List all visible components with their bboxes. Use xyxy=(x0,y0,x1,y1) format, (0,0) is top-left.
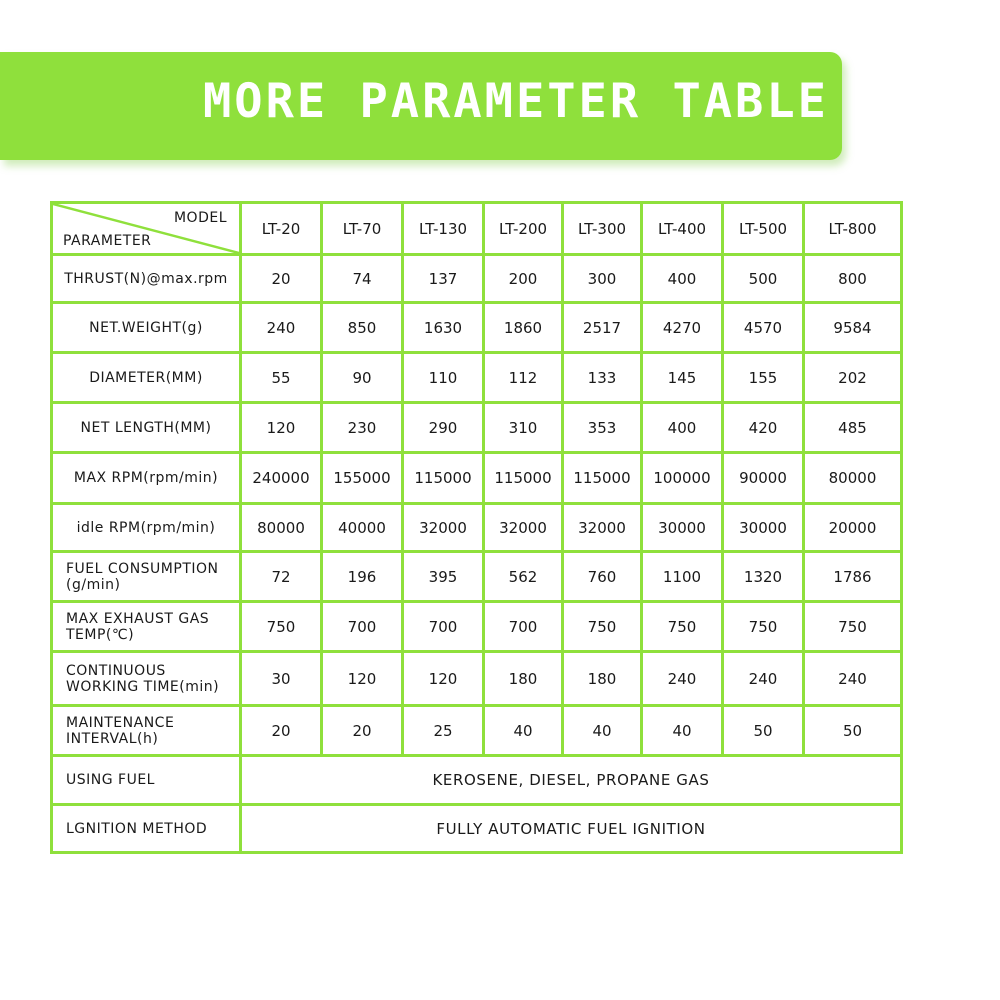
row-label-line: WORKING TIME(min) xyxy=(66,678,220,695)
value-cell: 1860 xyxy=(484,303,563,353)
value-cell: 120 xyxy=(241,403,322,453)
value-cell: 180 xyxy=(484,652,563,706)
value-cell: 32000 xyxy=(484,504,563,552)
value-cell: 112 xyxy=(484,353,563,403)
value-cell: 9584 xyxy=(804,303,902,353)
row-label-line: MAINTENANCE xyxy=(66,714,175,731)
row-label-cell: LGNITION METHOD xyxy=(52,805,241,853)
table-row xyxy=(52,602,902,652)
value-cell: 55 xyxy=(241,353,322,403)
value-cell: 200 xyxy=(484,255,563,303)
value-cell: 750 xyxy=(723,602,804,652)
value-cell: 20000 xyxy=(804,504,902,552)
value-cell: 196 xyxy=(322,552,403,602)
value-cell: 72 xyxy=(241,552,322,602)
row-label-cell xyxy=(52,706,241,756)
table-row xyxy=(52,706,902,756)
model-header-cell: LT-400 xyxy=(642,203,723,255)
value-cell: 800 xyxy=(804,255,902,303)
model-header-cell: LT-800 xyxy=(804,203,902,255)
value-cell: 20 xyxy=(322,706,403,756)
value-cell: 115000 xyxy=(403,453,484,504)
value-cell: 100000 xyxy=(642,453,723,504)
table-row xyxy=(52,552,902,602)
value-cell: 4570 xyxy=(723,303,804,353)
row-label-cell: idle RPM(rpm/min) xyxy=(52,504,241,552)
value-cell: 240 xyxy=(723,652,804,706)
table-row xyxy=(52,652,902,706)
value-cell: 240000 xyxy=(241,453,322,504)
row-label-cell: NET.WEIGHT(g) xyxy=(52,303,241,353)
model-header-cell: LT-300 xyxy=(563,203,642,255)
value-cell: 1100 xyxy=(642,552,723,602)
value-cell: 750 xyxy=(642,602,723,652)
model-header-cell: LT-70 xyxy=(322,203,403,255)
value-cell: 1320 xyxy=(723,552,804,602)
value-cell: 50 xyxy=(723,706,804,756)
row-label-cell: THRUST(N)@max.rpm xyxy=(52,255,241,303)
using-fuel-row xyxy=(52,756,902,805)
value-cell: 110 xyxy=(403,353,484,403)
value-cell: 145 xyxy=(642,353,723,403)
value-cell: 25 xyxy=(403,706,484,756)
value-cell: 300 xyxy=(563,255,642,303)
header-row xyxy=(52,203,902,255)
value-cell: 155000 xyxy=(322,453,403,504)
table-row xyxy=(52,353,902,403)
value-cell: 80000 xyxy=(804,453,902,504)
table-row xyxy=(52,453,902,504)
value-cell: 90000 xyxy=(723,453,804,504)
model-header-cell: LT-500 xyxy=(723,203,804,255)
value-cell: 32000 xyxy=(403,504,484,552)
value-cell: 40000 xyxy=(322,504,403,552)
value-cell: 562 xyxy=(484,552,563,602)
value-cell: 30000 xyxy=(642,504,723,552)
value-cell: 180 xyxy=(563,652,642,706)
value-cell: 120 xyxy=(403,652,484,706)
table-row xyxy=(52,504,902,552)
value-cell: 240 xyxy=(804,652,902,706)
value-cell: 40 xyxy=(484,706,563,756)
value-cell: 4270 xyxy=(642,303,723,353)
parameter-header-label: PARAMETER xyxy=(63,233,152,249)
model-header-cell: LT-200 xyxy=(484,203,563,255)
value-cell: 133 xyxy=(563,353,642,403)
row-label-line: INTERVAL(h) xyxy=(66,730,159,747)
value-cell: 700 xyxy=(403,602,484,652)
value-cell: 400 xyxy=(642,403,723,453)
value-cell: 420 xyxy=(723,403,804,453)
corner-header-cell xyxy=(52,203,241,255)
value-cell: 137 xyxy=(403,255,484,303)
value-cell: 74 xyxy=(322,255,403,303)
row-label-line: TEMP(℃) xyxy=(66,626,135,643)
spanning-value-cell: FULLY AUTOMATIC FUEL IGNITION xyxy=(241,805,902,853)
value-cell: 90 xyxy=(322,353,403,403)
row-label-line: MAX EXHAUST GAS xyxy=(66,610,210,627)
row-label-cell xyxy=(52,652,241,706)
value-cell: 40 xyxy=(563,706,642,756)
row-label-cell xyxy=(52,552,241,602)
value-cell: 290 xyxy=(403,403,484,453)
value-cell: 32000 xyxy=(563,504,642,552)
parameter-table xyxy=(50,201,903,854)
value-cell: 230 xyxy=(322,403,403,453)
row-label-cell xyxy=(52,602,241,652)
model-header-cell: LT-20 xyxy=(241,203,322,255)
value-cell: 310 xyxy=(484,403,563,453)
row-label-line: CONTINUOUS xyxy=(66,662,166,679)
value-cell: 115000 xyxy=(484,453,563,504)
value-cell: 155 xyxy=(723,353,804,403)
value-cell: 395 xyxy=(403,552,484,602)
value-cell: 240 xyxy=(241,303,322,353)
ignition-method-row xyxy=(52,805,902,853)
value-cell: 850 xyxy=(322,303,403,353)
value-cell: 30000 xyxy=(723,504,804,552)
table-row xyxy=(52,403,902,453)
spanning-value-cell: KEROSENE, DIESEL, PROPANE GAS xyxy=(241,756,902,805)
value-cell: 1630 xyxy=(403,303,484,353)
value-cell: 700 xyxy=(322,602,403,652)
value-cell: 353 xyxy=(563,403,642,453)
value-cell: 20 xyxy=(241,706,322,756)
row-label-cell: DIAMETER(MM) xyxy=(52,353,241,403)
value-cell: 1786 xyxy=(804,552,902,602)
value-cell: 40 xyxy=(642,706,723,756)
value-cell: 115000 xyxy=(563,453,642,504)
row-label-cell: MAX RPM(rpm/min) xyxy=(52,453,241,504)
table-row xyxy=(52,303,902,353)
row-label-line: FUEL CONSUMPTION xyxy=(66,560,219,577)
value-cell: 30 xyxy=(241,652,322,706)
table-row xyxy=(52,255,902,303)
value-cell: 500 xyxy=(723,255,804,303)
value-cell: 2517 xyxy=(563,303,642,353)
value-cell: 202 xyxy=(804,353,902,403)
value-cell: 120 xyxy=(322,652,403,706)
value-cell: 750 xyxy=(563,602,642,652)
value-cell: 20 xyxy=(241,255,322,303)
page-title: MORE PARAMETER TABLE xyxy=(203,74,829,129)
title-banner xyxy=(0,52,842,160)
model-header-label: MODEL xyxy=(173,210,227,226)
value-cell: 240 xyxy=(642,652,723,706)
model-header-cell: LT-130 xyxy=(403,203,484,255)
value-cell: 485 xyxy=(804,403,902,453)
value-cell: 400 xyxy=(642,255,723,303)
value-cell: 80000 xyxy=(241,504,322,552)
value-cell: 760 xyxy=(563,552,642,602)
row-label-cell: NET LENGTH(MM) xyxy=(52,403,241,453)
row-label-cell: USING FUEL xyxy=(52,756,241,805)
value-cell: 700 xyxy=(484,602,563,652)
value-cell: 50 xyxy=(804,706,902,756)
row-label-line: (g/min) xyxy=(66,576,121,593)
value-cell: 750 xyxy=(804,602,902,652)
value-cell: 750 xyxy=(241,602,322,652)
